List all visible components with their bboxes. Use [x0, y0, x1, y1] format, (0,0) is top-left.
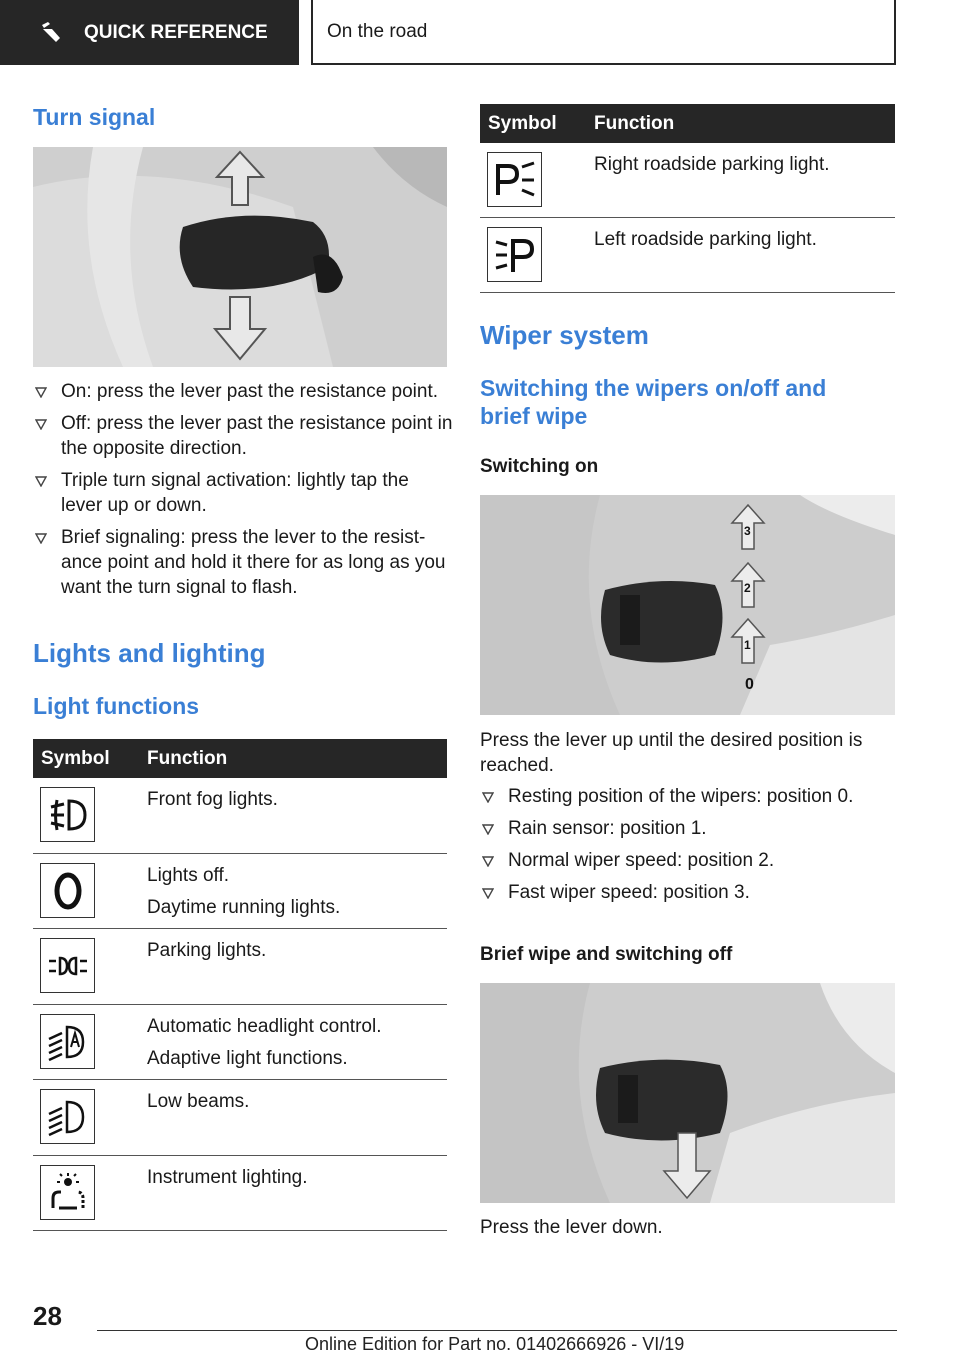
- wiper-positions-list: [480, 784, 895, 912]
- footer-edition: Online Edition for Part no. 01402666926 - VI/19: [305, 1334, 685, 1354]
- triangle-bullet-icon: [482, 856, 494, 867]
- table-row: Automatic headlight control. Adaptive light functions.: [33, 1005, 447, 1080]
- table-row: Low beams.: [33, 1080, 447, 1156]
- position-label: 0: [745, 676, 754, 693]
- triangle-bullet-icon: [35, 476, 47, 487]
- table-header: [480, 104, 895, 143]
- table-row: Front fog lights.: [33, 778, 447, 854]
- wiper-on-photo: [480, 495, 895, 715]
- right-parking-light-icon: [492, 157, 538, 203]
- triangle-bullet-icon: [482, 792, 494, 803]
- col-function: Function: [594, 112, 675, 134]
- switching-on-intro: Press the lever up until the desired position is reached.: [480, 730, 863, 776]
- parking-lights-icon: [45, 943, 91, 989]
- triangle-bullet-icon: [35, 533, 47, 544]
- brief-wipe-text: Press the lever down.: [480, 1217, 663, 1238]
- col-function: Function: [147, 747, 228, 769]
- automatic-headlight-icon: [45, 1019, 91, 1065]
- left-parking-light-icon: [492, 232, 538, 278]
- turn-signal-heading: Turn signal: [33, 104, 156, 130]
- table-row: Parking lights.: [33, 929, 447, 1005]
- list-item: On: press the lever past the resistance point.: [33, 379, 453, 404]
- position-label: 3: [744, 524, 751, 538]
- triangle-bullet-icon: [482, 824, 494, 835]
- table-header: [33, 739, 447, 778]
- low-beams-icon: [45, 1094, 91, 1140]
- header-section-tab[interactable]: [0, 0, 299, 65]
- lights-heading: Lights and lighting: [33, 638, 266, 668]
- parking-light-table: [480, 104, 895, 293]
- list-item: Fast wiper speed: position 3.: [480, 880, 895, 905]
- list-item: Brief signaling: press the lever to the resistance point and hold it there for as long as you want the turn signal to flash.: [33, 525, 453, 600]
- switching-on-heading: Switching on: [480, 456, 599, 477]
- brief-wipe-heading: Brief wipe and switching off: [480, 944, 733, 965]
- turn-signal-photo: [33, 147, 447, 367]
- turn-signal-list: [33, 379, 453, 607]
- chapter-title: On the road: [327, 20, 428, 42]
- triangle-bullet-icon: [482, 888, 494, 899]
- table-row: Right roadside parking light.: [480, 143, 895, 218]
- table-row: Instrument lighting.: [33, 1156, 447, 1231]
- footer-divider: [97, 1330, 897, 1331]
- triangle-bullet-icon: [35, 387, 47, 398]
- position-label: 1: [744, 638, 751, 652]
- list-item: Resting position of the wipers: position 0.: [480, 784, 895, 809]
- list-item: Triple turn signal activation: lightly tap the lever up or down.: [33, 468, 453, 518]
- quick-reference-icon: [40, 20, 66, 46]
- table-row: Left roadside parking light.: [480, 218, 895, 293]
- triangle-bullet-icon: [35, 419, 47, 430]
- front-fog-lights-icon: [45, 792, 91, 838]
- wiper-subheading: Switching the wipers on/off and brief wipe: [480, 375, 827, 429]
- table-row: Lights off. Daytime running lights.: [33, 854, 447, 929]
- light-functions-heading: Light functions: [33, 693, 200, 719]
- brief-wipe-photo: [480, 983, 895, 1203]
- light-functions-table: [33, 739, 447, 1231]
- lights-off-icon: [45, 868, 91, 914]
- list-item: Rain sensor: position 1.: [480, 816, 895, 841]
- col-symbol: Symbol: [488, 112, 557, 134]
- list-item: Normal wiper speed: position 2.: [480, 848, 895, 873]
- header-chapter: [311, 0, 896, 65]
- page-number: 28: [33, 1301, 62, 1331]
- position-label: 2: [744, 581, 751, 595]
- list-item: Off: press the lever past the resistance point in the opposite direction.: [33, 411, 453, 461]
- col-symbol: Symbol: [41, 747, 110, 769]
- section-title: QUICK REFERENCE: [84, 21, 268, 43]
- wiper-heading: Wiper system: [480, 320, 649, 350]
- instrument-lighting-icon: [45, 1170, 91, 1216]
